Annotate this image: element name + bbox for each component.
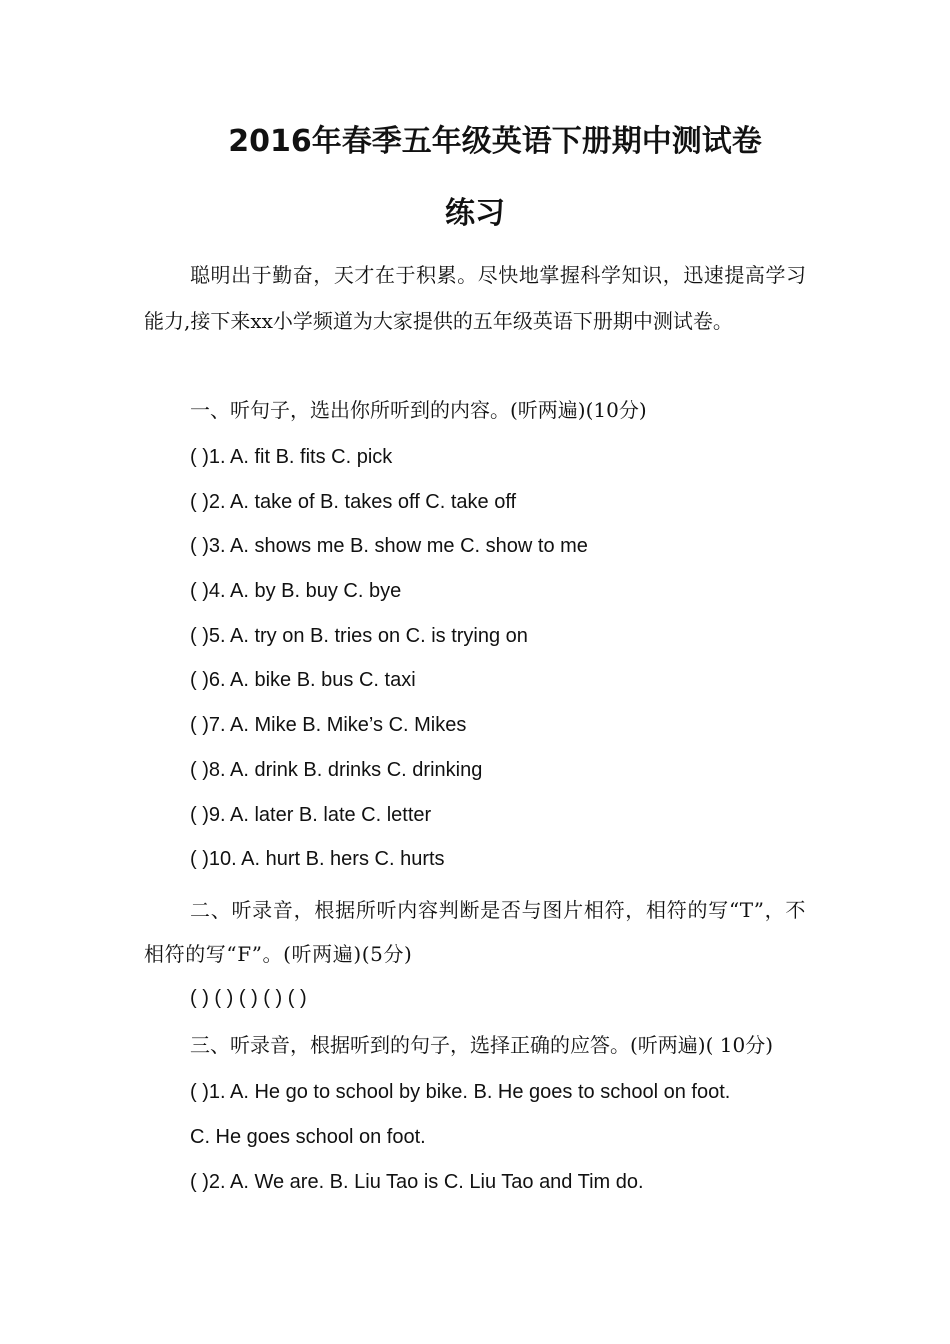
document-title-continued: 练习 [445,196,505,231]
question-item: ( )3. A. shows me B. show me C. show to me [190,535,588,557]
answer-blanks: ( ) ( ) ( ) ( ) ( ) [190,987,307,1009]
question-item: ( )1. A. fit B. fits C. pick [190,446,393,468]
document-title: 2016年春季五年级英语下册期中测试卷 [228,124,762,159]
intro-paragraph: 聪明出于勤奋，天才在于积累。尽快地掌握科学知识，迅速提高学习能力,接下来xx小学频道为大家提供的五年级英语下册期中测试卷。 [144,263,806,333]
question-item: ( )4. A. by B. buy C. bye [190,580,402,602]
question-item: ( )9. A. later B. late C. letter [190,804,432,826]
section3-heading: 三、听录音，根据听到的句子，选择正确的应答。(听两遍)( 10分) [190,1033,774,1057]
question-item: ( )5. A. try on B. tries on C. is trying on [190,625,528,647]
question-item: ( )2. A. We are. B. Liu Tao is C. Liu Tao and Tim do. [190,1171,644,1193]
question-item: ( )8. A. drink B. drinks C. drinking [190,759,483,781]
question-item: ( )10. A. hurt B. hers C. hurts [190,848,445,870]
section1-heading: 一、听句子，选出你所听到的内容。(听两遍)(10分) [190,398,647,422]
question-item: ( )2. A. take of B. takes off C. take off [190,491,517,513]
question-item: ( )7. A. Mike B. Mike’s C. Mikes [190,714,467,736]
question-item: ( )6. A. bike B. bus C. taxi [190,669,416,691]
question-item-continued: C. He goes school on foot. [190,1126,426,1148]
section2-heading: 二、听录音，根据所听内容判断是否与图片相符，相符的写“T”，不相符的写“F”。(听两遍)(5分) [144,898,806,966]
question-item: ( )1. A. He go to school by bike. B. He goes to school on foot. [190,1081,731,1103]
